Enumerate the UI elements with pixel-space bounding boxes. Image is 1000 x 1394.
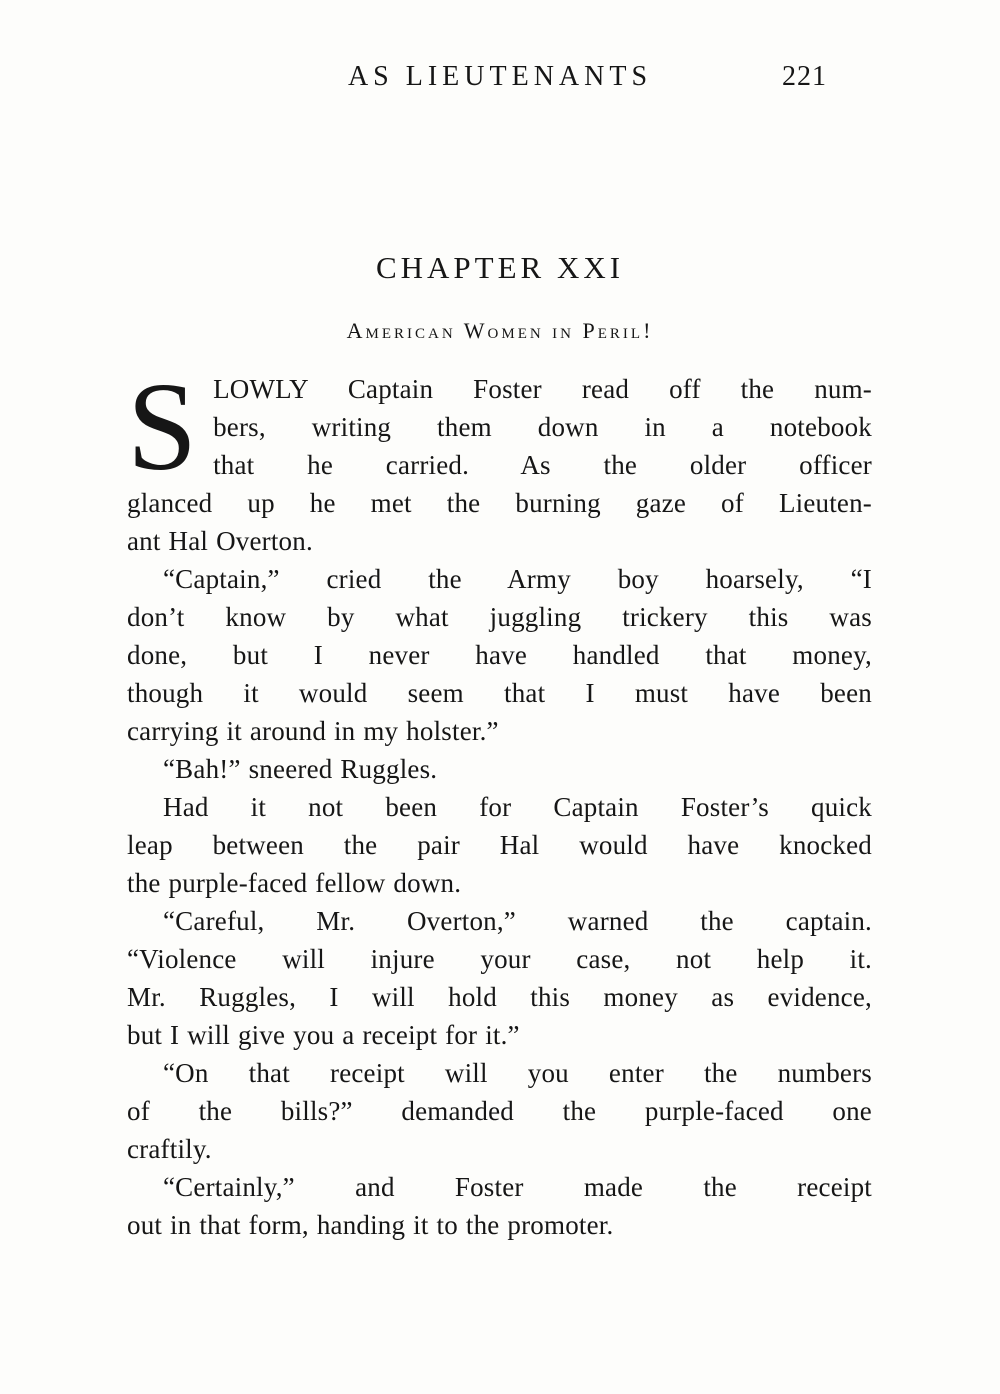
body-text [0,358,1000,1244]
paragraph [127,788,872,902]
text-line: “Captain,” cried the Army boy hoarsely, “I [163,564,872,594]
text-line: “Certainly,” and Foster made the receipt [163,1172,872,1202]
text-line: out in that form, handing it to the promoter. [127,1210,614,1240]
paragraph [127,1054,872,1168]
text-line: but I will give you a receipt for it.” [127,1020,520,1050]
chapter-subtitle: American Women in Peril! [346,318,654,343]
paragraph [127,1168,872,1244]
text-line: glanced up he met the burning gaze of Lieuten- [127,488,872,518]
chapter-heading: CHAPTER XXI [375,250,625,285]
text-line: though it would seem that I must have been [127,678,872,708]
text-line: “On that receipt will you enter the numbers [163,1058,872,1088]
text-line: Mr. Ruggles, I will hold this money as evidence, [127,982,872,1012]
text-line: bers, writing them down in a notebook [213,412,872,442]
paragraph [127,560,872,750]
running-header [0,0,1000,94]
paragraph [127,358,872,560]
text-line: that he carried. As the older officer [213,450,872,480]
text-line: leap between the pair Hal would have knocked [127,830,872,860]
paragraph [127,750,872,788]
text-line: “Bah!” sneered Ruggles. [163,754,438,784]
text-line: don’t know by what juggling trickery this was [127,602,872,632]
text-line: done, but I never have handled that money, [127,640,872,670]
text-line: LOWLY Captain Foster read off the num- [213,374,872,404]
text-line: of the bills?” demanded the purple-faced one [127,1096,872,1126]
text-line: “Careful, Mr. Overton,” warned the captain. [163,906,872,936]
text-line: Had it not been for Captain Foster’s quick [163,792,872,822]
text-line: “Violence will injure your case, not help it. [127,944,872,974]
text-line: the purple-faced fellow down. [127,868,462,898]
text-line: craftily. [127,1134,212,1164]
running-header-title: AS LIEUTENANTS [347,61,653,92]
page-number: 221 [782,61,827,92]
drop-cap: S [127,358,198,497]
text-line: ant Hal Overton. [127,526,313,556]
paragraph [127,902,872,1054]
text-line: carrying it around in my holster.” [127,716,499,746]
